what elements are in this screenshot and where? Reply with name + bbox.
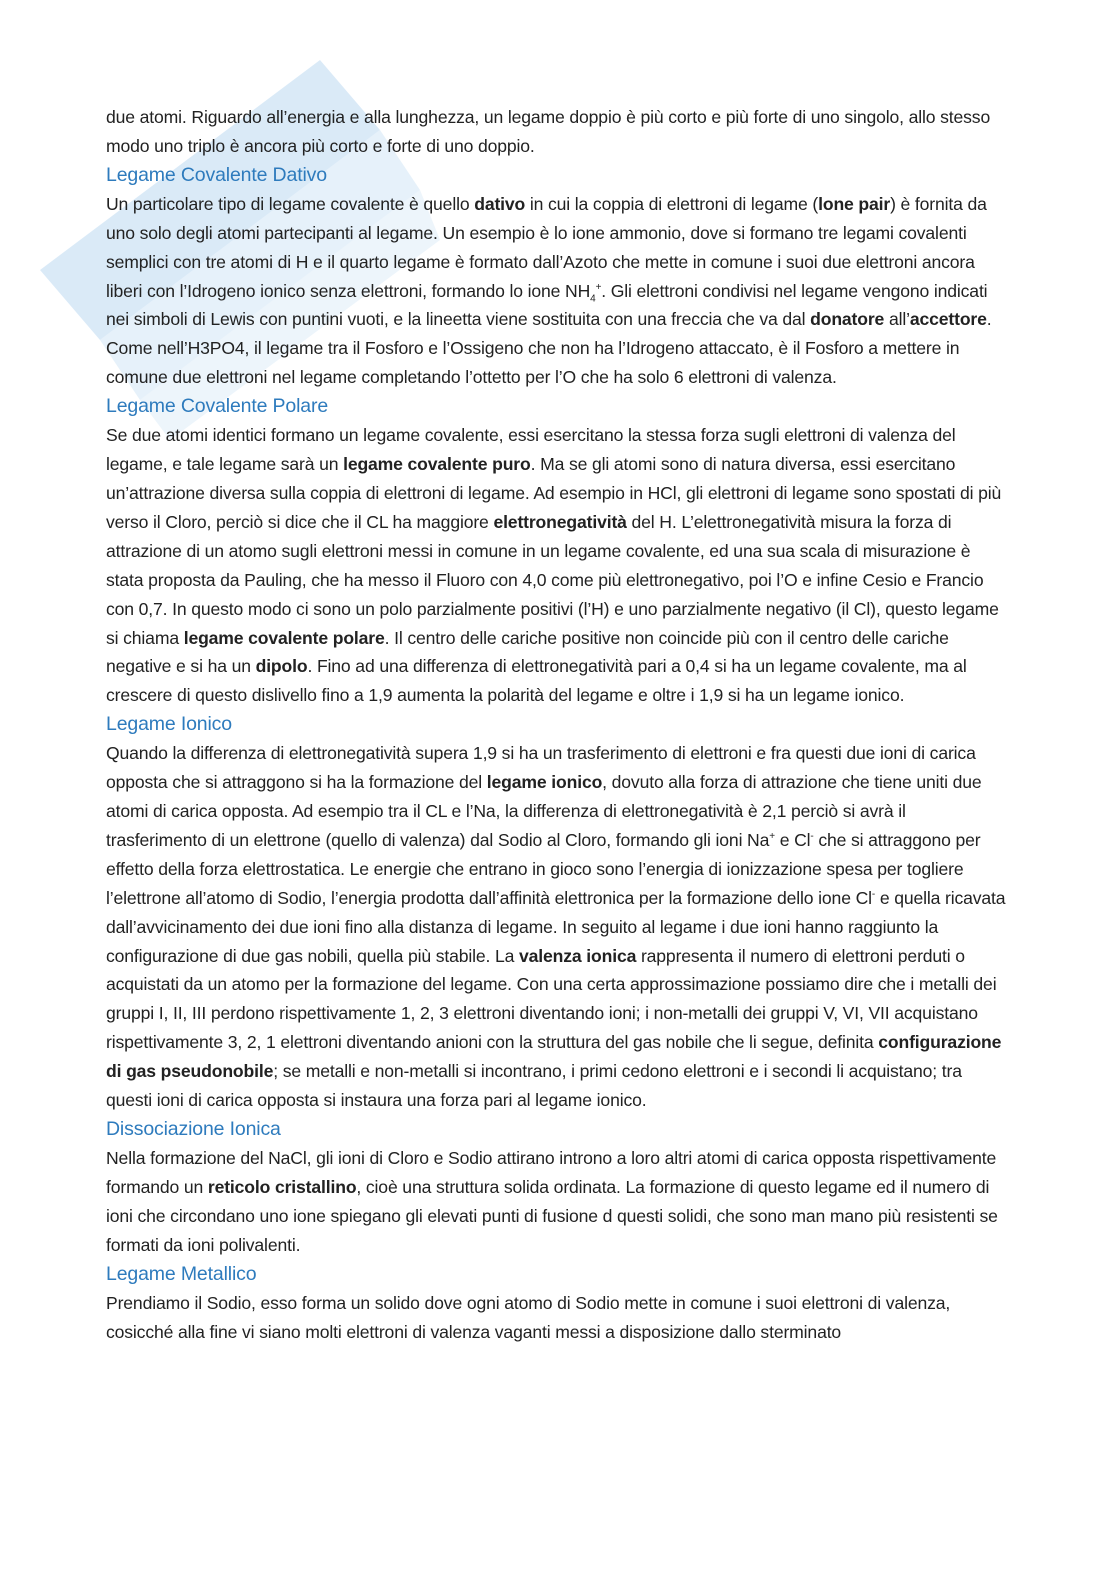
text-run: , cioè una struttura solida ordinata. La formazione di questo legame ed il numero di ioni che circondano uno ione spiegano gli elevati punti di fusione d questi solidi, che sono man mano più resistenti se formati da ioni polivalenti. [106, 1176, 998, 1255]
section-paragraph [106, 1144, 1006, 1260]
text-run: . Fino ad una differenza di elettronegatività pari a 0,4 si ha un legame covalente, ma al crescere di questo dislivello fino a 1,9 aumenta la polarità del legame e oltre i 1,9 si ha un legame ionico. [106, 656, 967, 706]
superscript: + [769, 831, 775, 843]
section-paragraph [106, 1289, 1006, 1347]
subscript: 4 [590, 293, 596, 305]
text-run: Un particolare tipo di legame covalente è quello [106, 193, 475, 214]
section-paragraph [106, 421, 1006, 710]
bold-term: legame covalente puro [343, 454, 531, 475]
section-paragraph [106, 739, 1006, 1115]
text-run: ) è fornita da uno solo degli atomi partecipanti al legame. Un esempio è lo ione ammonio, dove si formano tre legami covalenti semplici con tre atomi di H e il quarto legame è formato dall’Azoto che mette in comune i suoi due elettroni ancora liberi con l’Idrogeno ionico senza elettroni, formando lo ione NH [106, 193, 987, 301]
superscript: + [595, 281, 602, 293]
text-run: , dovuto alla forza di attrazione che tiene uniti due atomi di carica opposta. Ad esempio tra il CL e l’Na, la differenza di elettronegatività è 2,1 perciò si avrà il trasferimento di un elettrone (quello di valenza) dal Sodio al Cloro, formando gli ioni Na [106, 772, 982, 850]
text-run: che si attraggono per effetto della forza elettrostatica. Le energie che entrano in gioco sono l’energia di ionizzazione spesa per togliere l’elettrone all’atomo di Sodio, l’energia prodotta dall’affinità elettronica per la formazione dello ione Cl [106, 829, 981, 908]
text-run: . Il centro delle cariche positive non coincide più con il centro delle cariche negative e si ha un [106, 627, 949, 677]
text-run: e quella ricavata dall’avvicinamento dei due ioni fino alla distanza di legame. In seguito al legame i due ioni hanno raggiunto la configurazione di due gas nobili, quella più stabile. La [106, 887, 1006, 966]
bold-term: donatore [810, 309, 885, 330]
text-run: . Come nell’H3PO4, il legame tra il Fosforo e l’Ossigeno che non ha l’Idrogeno attaccato, è il Fosforo a mettere in comune due elettroni nel legame completando l’ottetto per l’O che ha solo 6 elettroni di valenza. [106, 309, 992, 388]
bold-term: valenza ionica [519, 945, 637, 966]
section-paragraph [106, 103, 1006, 161]
superscript: - [871, 888, 876, 900]
section-heading: Dissociazione Ionica [106, 1118, 281, 1140]
section-heading: Legame Covalente Dativo [106, 163, 327, 186]
bold-term: legame ionico [486, 772, 603, 793]
section-heading: Legame Ionico [106, 713, 232, 736]
text-run: ; se metalli e non-metalli si incontrano, i primi cedono elettroni e i secondi li acquistano; tra questi ioni di carica opposta si instaura una forza pari al legame ionico. [106, 1061, 962, 1111]
text-run: Se due atomi identici formano un legame covalente, essi esercitano la stessa forza sugli elettroni di valenza del legame, e tale legame sarà un [106, 425, 956, 475]
bold-term: dipolo [255, 656, 308, 677]
section-heading: Legame Covalente Polare [106, 395, 329, 418]
text-run: Nella formazione del NaCl, gli ioni di Cloro e Sodio attirano introno a loro altri atomi di carica opposta rispettivamente formando un [106, 1148, 997, 1197]
text-run: rappresenta il numero di elettroni perduti o acquistati da un atomo per la formazione del legame. Con una certa approssimazione possiamo dire che i metalli dei gruppi I, II, III perdono rispettivamente 1, 2, 3 elettroni diventando ioni; i non-metalli dei gruppi V, VI, VII acquistano rispettivamente 3, 2, 1 elettroni diventando anioni con la struttura del gas nobile che li segue, definita [106, 945, 997, 1053]
section-heading: Legame Metallico [106, 1262, 257, 1285]
text-run: due atomi. Riguardo all’energia e alla lunghezza, un legame doppio è più corto e più forte di uno singolo, allo stesso modo uno triplo è ancora più corto e forte di uno doppio. [106, 107, 991, 156]
text-run: e Cl [774, 829, 811, 850]
bold-term: reticolo cristallino [207, 1176, 357, 1197]
bold-term: elettronegatività [493, 511, 627, 532]
text-run: Prendiamo il Sodio, esso forma un solido dove ogni atomo di Sodio mette in comune i suoi elettroni di valenza, cosicché alla fine vi siano molti elettroni di valenza vaganti messi a disposizione dallo sterminato [106, 1292, 951, 1342]
document-page [106, 103, 1006, 1346]
bold-term: dativo [474, 193, 526, 214]
text-run: del H. L’elettronegatività misura la forza di attrazione di un atomo sugli elettroni messi in comune in un legame covalente, ed una sua scala di misurazione è stata proposta da Pauling, che ha messo il Fluoro con 4,0 come più elettronegativo, poi l’O e infine Cesio e Francio con 0,7. In questo modo ci sono un polo parzialmente positivi (l’H) e uno parzialmente negativo (il Cl), questo legame si chiama [106, 511, 999, 648]
superscript: - [810, 831, 814, 843]
bold-term: lone pair [818, 193, 891, 214]
bold-term: configurazione di gas pseudonobile [106, 1032, 1002, 1082]
bold-term: accettore [909, 309, 987, 330]
text-run: . Gli elettroni condivisi nel legame vengono indicati nei simboli di Lewis con puntini vuoti, e la lineetta viene sostituita con una freccia che va dal [106, 280, 988, 330]
section-paragraph [106, 190, 1006, 392]
text-run: Quando la differenza di elettronegatività supera 1,9 si ha un trasferimento di elettroni e fra questi due ioni di carica opposta che si attraggono si ha la formazione del [106, 743, 976, 793]
text-run: all’ [884, 309, 910, 330]
text-run: . Ma se gli atomi sono di natura diversa, essi esercitano un’attrazione diversa sulla coppia di elettroni di legame. Ad esempio in HCl, gli elettroni di legame sono spostati di più verso il Cloro, perciò si dice che il CL ha maggiore [106, 454, 1002, 532]
text-run: in cui la coppia di elettroni di legame ( [525, 193, 819, 214]
bold-term: legame covalente polare [183, 627, 385, 648]
